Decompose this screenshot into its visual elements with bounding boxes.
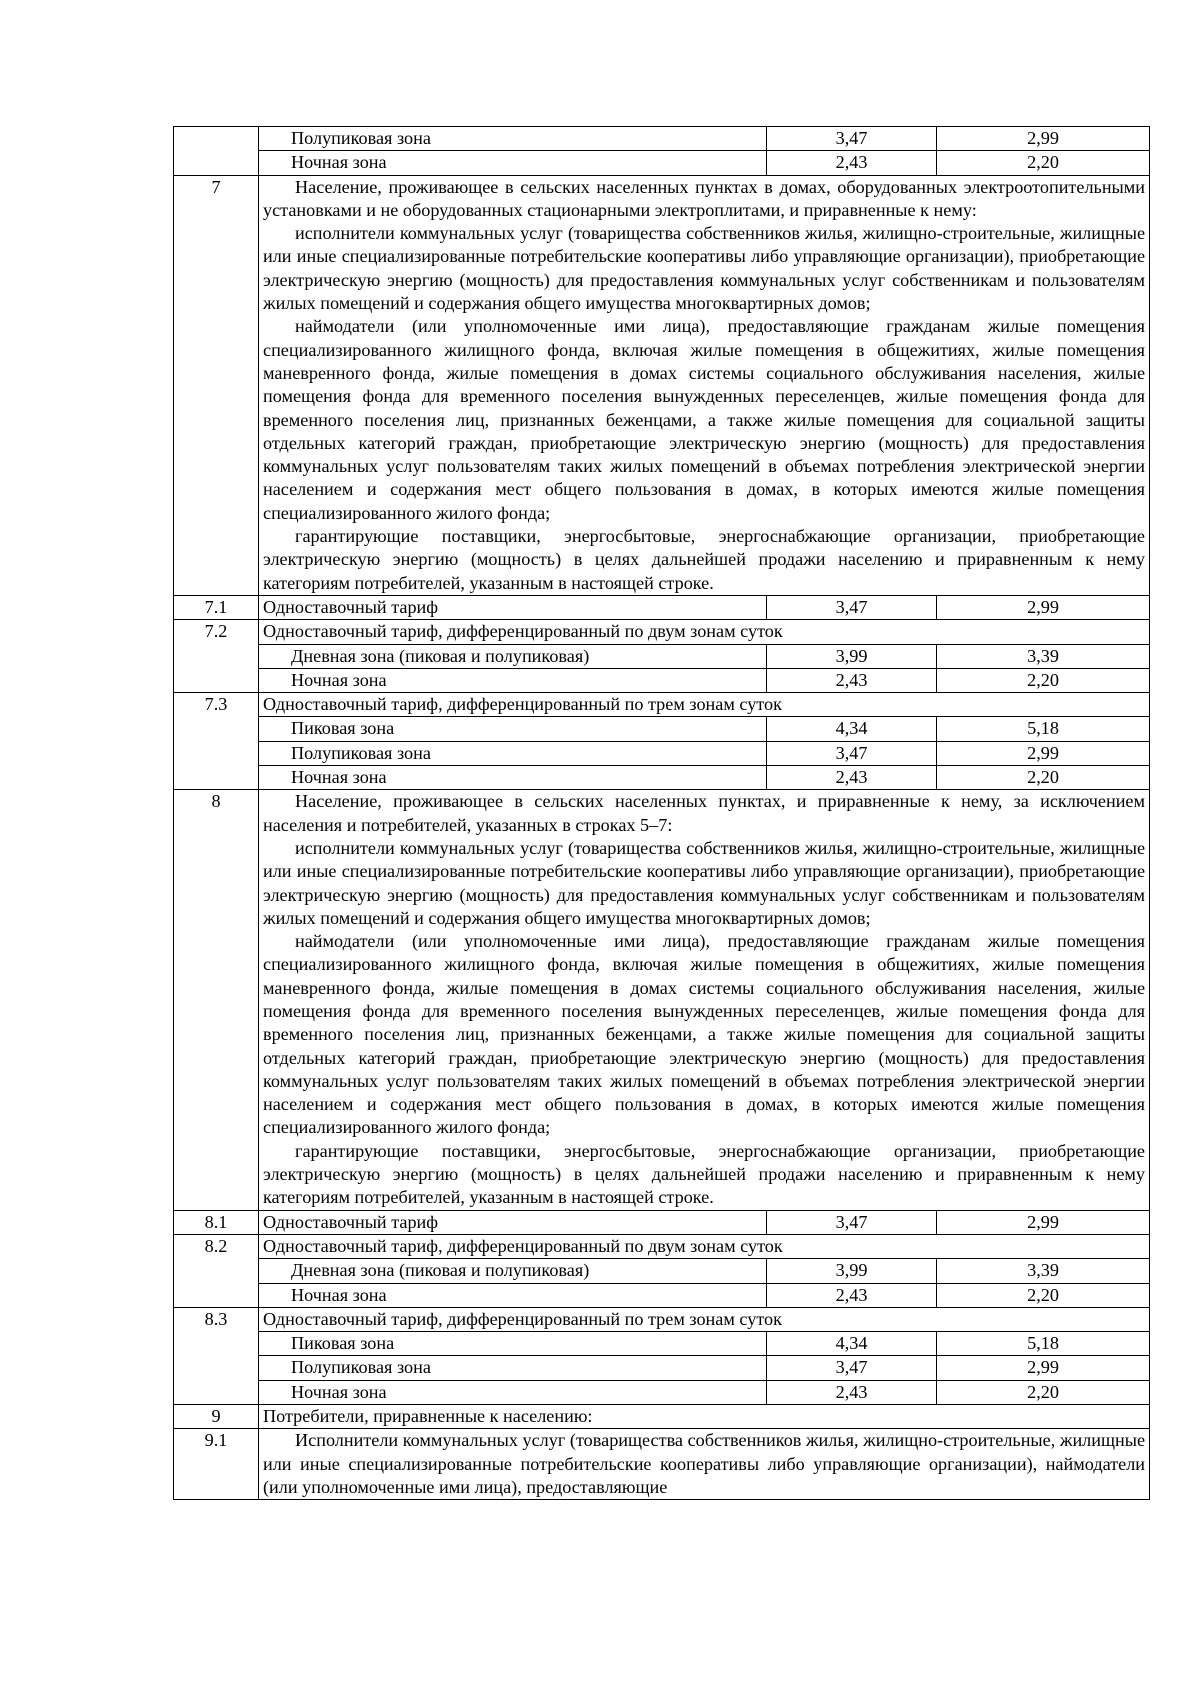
- tariff-value: 2,99: [937, 127, 1150, 151]
- tariff-value: 2,99: [937, 741, 1150, 765]
- table-row: [174, 595, 1150, 619]
- paragraph: исполнители коммунальных услуг (товарищества собственников жилья, жилищно-строительные, жилищные или иные специализированные потребительские кооперативы либо управляющие организации), приобретающие электрическую энергию (мощность) для предоставления коммунальных услуг собственникам и пользователям жилых помещений и содержания общего имущества многоквартирных домов;: [263, 223, 1146, 314]
- paragraph: Население, проживающее в сельских населенных пунктах в домах, оборудованных электроотопительными установками и не оборудованных стационарными электроплитами, и приравненные к нему:: [263, 176, 1146, 220]
- table-row: [174, 766, 1150, 790]
- zone-label: Полупиковая зона: [259, 127, 767, 151]
- zone-label: Дневная зона (пиковая и полупиковая): [259, 1259, 767, 1283]
- tariff-value: 3,47: [767, 741, 937, 765]
- table-row: [174, 693, 1150, 717]
- tariff-value: 3,99: [767, 644, 937, 668]
- zone-label: Ночная зона: [259, 1380, 767, 1404]
- table-row: [174, 175, 1150, 595]
- table-row: [174, 790, 1150, 1210]
- tariff-label: Одноставочный тариф, дифференцированный по двум зонам суток: [259, 620, 1150, 644]
- tariff-value: 2,20: [937, 1380, 1150, 1404]
- tariff-value: 3,39: [937, 644, 1150, 668]
- tariff-value: 2,43: [767, 1283, 937, 1307]
- tariff-value: 2,43: [767, 668, 937, 692]
- zone-label: Ночная зона: [259, 151, 767, 175]
- tariff-value: 3,47: [767, 1210, 937, 1234]
- zone-label: Ночная зона: [259, 668, 767, 692]
- tariff-value: 3,39: [937, 1259, 1150, 1283]
- row-number: 8.3: [174, 1307, 259, 1404]
- table-row: [174, 620, 1150, 644]
- tariff-value: 2,99: [937, 1210, 1150, 1234]
- tariff-value: 2,43: [767, 151, 937, 175]
- paragraph: Исполнители коммунальных услуг (товарищества собственников жилья, жилищно-строительные, жилищные или иные специализированные потребительские кооперативы либо управляющие организации), наймодатели (или уполномоченные ими лица), предоставляющие: [263, 1430, 1146, 1497]
- zone-label: Дневная зона (пиковая и полупиковая): [259, 644, 767, 668]
- row-description: [259, 175, 1150, 595]
- row-number: 9.1: [174, 1429, 259, 1500]
- table-row: [174, 741, 1150, 765]
- table-row: [174, 1259, 1150, 1283]
- row-number: 8.2: [174, 1234, 259, 1307]
- tariff-value: 2,20: [937, 151, 1150, 175]
- table-row: [174, 717, 1150, 741]
- tariff-value: 2,20: [937, 668, 1150, 692]
- table-row: [174, 668, 1150, 692]
- tariff-value: 4,34: [767, 1332, 937, 1356]
- tariff-value: 2,43: [767, 766, 937, 790]
- tariff-label: Одноставочный тариф, дифференцированный по трем зонам суток: [259, 693, 1150, 717]
- zone-label: Ночная зона: [259, 1283, 767, 1307]
- row-number: 7.2: [174, 620, 259, 693]
- row-description: [259, 1429, 1150, 1500]
- table-row: [174, 1307, 1150, 1331]
- zone-label: Полупиковая зона: [259, 741, 767, 765]
- tariff-value: 2,99: [937, 1356, 1150, 1380]
- tariff-label: Одноставочный тариф, дифференцированный по двум зонам суток: [259, 1234, 1150, 1258]
- row-number-cell: [174, 127, 259, 176]
- row-description: [259, 790, 1150, 1210]
- row-number: 9: [174, 1405, 259, 1429]
- tariff-label: Одноставочный тариф: [259, 1210, 767, 1234]
- paragraph: исполнители коммунальных услуг (товарищества собственников жилья, жилищно-строительные, жилищные или иные специализированные потребительские кооперативы либо управляющие организации), приобретающие электрическую энергию (мощность) для предоставления коммунальных услуг собственникам и пользователям жилых помещений и содержания общего имущества многоквартирных домов;: [263, 837, 1146, 928]
- row-number: 7: [174, 175, 259, 595]
- row-number: 8: [174, 790, 259, 1210]
- zone-label: Ночная зона: [259, 766, 767, 790]
- row-number: 8.1: [174, 1210, 259, 1234]
- row-description: Потребители, приравненные к населению:: [259, 1405, 1150, 1429]
- table-row: [174, 1429, 1150, 1500]
- paragraph: гарантирующие поставщики, энергосбытовые, энергоснабжающие организации, приобретающие электрическую энергию (мощность) в целях дальнейшей продажи населению и приравненным к нему категориям потребителей, указанным в настоящей строке.: [263, 526, 1146, 593]
- paragraph: гарантирующие поставщики, энергосбытовые, энергоснабжающие организации, приобретающие электрическую энергию (мощность) в целях дальнейшей продажи населению и приравненным к нему категориям потребителей, указанным в настоящей строке.: [263, 1140, 1146, 1208]
- tariff-label: Одноставочный тариф: [259, 595, 767, 619]
- zone-label: Пиковая зона: [259, 1332, 767, 1356]
- table-row: [174, 1356, 1150, 1380]
- tariff-table-page: [173, 126, 1149, 1500]
- table-row: [174, 1380, 1150, 1404]
- paragraph: наймодатели (или уполномоченные ими лица), предоставляющие гражданам жилые помещения специализированного жилищного фонда, включая жилые помещения в общежитиях, жилые помещения маневренного фонда, жилые помещения в домах системы социального обслуживания населения, жилые помещения фонда для временного поселения вынужденных переселенцев, жилые помещения фонда для временного поселения лиц, признанных беженцами, а также жилые помещения для социальной защиты отдельных категорий граждан, приобретающие электрическую энергию (мощность) для предоставления коммунальных услуг пользователям таких жилых помещений в объемах потребления электрической энергии населением и содержания мест общего пользования в домах, в которых имеются жилые помещения специализированного жилого фонда;: [263, 316, 1146, 523]
- tariff-value: 3,99: [767, 1259, 937, 1283]
- row-number: 7.3: [174, 693, 259, 790]
- tariff-value: 2,43: [767, 1380, 937, 1404]
- tariff-value: 2,20: [937, 766, 1150, 790]
- tariff-table: [173, 126, 1150, 1500]
- tariff-value: 3,47: [767, 595, 937, 619]
- tariff-value: 2,20: [937, 1283, 1150, 1307]
- paragraph: наймодатели (или уполномоченные ими лица), предоставляющие гражданам жилые помещения специализированного жилищного фонда, включая жилые помещения в общежитиях, жилые помещения маневренного фонда, жилые помещения в домах системы социального обслуживания населения, жилые помещения фонда для временного поселения вынужденных переселенцев, жилые помещения фонда для временного поселения лиц, признанных беженцами, а также жилые помещения для социальной защиты отдельных категорий граждан, приобретающие электрическую энергию (мощность) для предоставления коммунальных услуг пользователям таких жилых помещений в объемах потребления электрической энергии населением и содержания мест общего пользования в домах, в которых имеются жилые помещения специализированного жилого фонда;: [263, 931, 1146, 1138]
- table-row: [174, 151, 1150, 175]
- table-row: [174, 1283, 1150, 1307]
- zone-label: Полупиковая зона: [259, 1356, 767, 1380]
- tariff-value: 5,18: [937, 1332, 1150, 1356]
- tariff-label: Одноставочный тариф, дифференцированный по трем зонам суток: [259, 1307, 1150, 1331]
- table-row: [174, 1405, 1150, 1429]
- zone-label: Пиковая зона: [259, 717, 767, 741]
- table-row: [174, 1332, 1150, 1356]
- tariff-value: 4,34: [767, 717, 937, 741]
- tariff-value: 3,47: [767, 127, 937, 151]
- row-number: 7.1: [174, 595, 259, 619]
- tariff-value: 5,18: [937, 717, 1150, 741]
- table-row: [174, 1210, 1150, 1234]
- tariff-value: 2,99: [937, 595, 1150, 619]
- tariff-value: 3,47: [767, 1356, 937, 1380]
- paragraph: Население, проживающее в сельских населенных пунктах, и приравненные к нему, за исключением населения и потребителей, указанных в строках 5–7:: [263, 791, 1146, 835]
- table-row: [174, 644, 1150, 668]
- table-row: [174, 127, 1150, 151]
- table-row: [174, 1234, 1150, 1258]
